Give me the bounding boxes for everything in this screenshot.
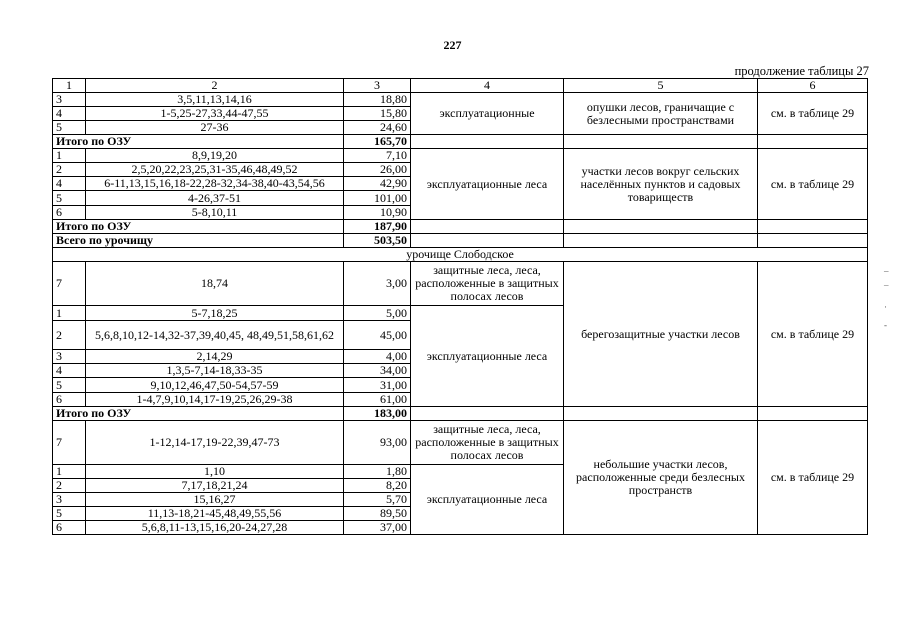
area: 4,00 bbox=[344, 350, 411, 364]
quarters: 6-11,13,15,16,18-22,28-32,34-38,40-43,54,56 bbox=[86, 177, 344, 191]
forest-purpose: участки лесов вокруг сельских населённых пунктов и садовых товариществ bbox=[564, 149, 758, 220]
section-number: 1 bbox=[53, 465, 86, 479]
scan-margin-marks bbox=[884, 262, 900, 334]
quarters: 8,9,19,20 bbox=[86, 149, 344, 163]
area: 24,60 bbox=[344, 121, 411, 135]
quarters: 11,13-18,21-45,48,49,55,56 bbox=[86, 507, 344, 521]
scan-mark: – bbox=[884, 266, 889, 276]
quarters: 5,6,8,11-13,15,16,20-24,27,28 bbox=[86, 521, 344, 535]
quarters: 4-26,37-51 bbox=[86, 191, 344, 206]
area: 89,50 bbox=[344, 507, 411, 521]
quarters: 3,5,11,13,14,16 bbox=[86, 93, 344, 107]
area: 15,80 bbox=[344, 107, 411, 121]
header-row bbox=[53, 79, 868, 93]
forest-category: эксплуатационные леса bbox=[411, 306, 564, 407]
quarters: 1,3,5-7,14-18,33-35 bbox=[86, 364, 344, 378]
section-number: 6 bbox=[53, 521, 86, 535]
section-number: 5 bbox=[53, 191, 86, 206]
section-number: 3 bbox=[53, 93, 86, 107]
total-row bbox=[53, 220, 868, 234]
quarters: 9,10,12,46,47,50-54,57-59 bbox=[86, 378, 344, 393]
area: 10,90 bbox=[344, 206, 411, 220]
section-number: 7 bbox=[53, 421, 86, 465]
area: 5,00 bbox=[344, 306, 411, 321]
section-number: 7 bbox=[53, 262, 86, 306]
tract-title-row bbox=[53, 248, 868, 262]
area: 45,00 bbox=[344, 321, 411, 350]
quarters: 1-12,14-17,19-22,39,47-73 bbox=[86, 421, 344, 465]
quarters: 5-8,10,11 bbox=[86, 206, 344, 220]
section-number: 1 bbox=[53, 306, 86, 321]
total-row bbox=[53, 135, 868, 149]
quarters: 15,16,27 bbox=[86, 493, 344, 507]
section-number: 2 bbox=[53, 479, 86, 493]
area: 93,00 bbox=[344, 421, 411, 465]
forest-category: эксплуатационные леса bbox=[411, 465, 564, 535]
quarters: 7,17,18,21,24 bbox=[86, 479, 344, 493]
total-label: Итого по ОЗУ bbox=[53, 407, 344, 421]
area: 61,00 bbox=[344, 393, 411, 407]
forest-category: эксплуатационные леса bbox=[411, 149, 564, 220]
area: 37,00 bbox=[344, 521, 411, 535]
quarters: 5-7,18,25 bbox=[86, 306, 344, 321]
section-number: 6 bbox=[53, 393, 86, 407]
header-cell: 1 bbox=[53, 79, 86, 93]
area: 1,80 bbox=[344, 465, 411, 479]
section-number: 4 bbox=[53, 107, 86, 121]
area: 8,20 bbox=[344, 479, 411, 493]
forest-category: защитные леса, леса, расположенные в защитных полосах лесов bbox=[411, 262, 564, 306]
table-row bbox=[53, 262, 868, 306]
total-label: Итого по ОЗУ bbox=[53, 220, 344, 234]
section-number: 5 bbox=[53, 378, 86, 393]
header-cell: 3 bbox=[344, 79, 411, 93]
scan-mark: ¯ bbox=[884, 284, 889, 294]
forest-table bbox=[52, 78, 868, 535]
section-number: 5 bbox=[53, 507, 86, 521]
table-caption: продолжение таблицы 27 bbox=[734, 64, 869, 78]
header-cell: 2 bbox=[86, 79, 344, 93]
area: 18,80 bbox=[344, 93, 411, 107]
scan-mark: ‑ bbox=[884, 320, 887, 330]
area: 101,00 bbox=[344, 191, 411, 206]
total-value: 165,70 bbox=[344, 135, 411, 149]
area: 3,00 bbox=[344, 262, 411, 306]
section-number: 6 bbox=[53, 206, 86, 220]
section-number: 3 bbox=[53, 493, 86, 507]
tract-total-label: Всего по урочищу bbox=[53, 234, 344, 248]
table-row bbox=[53, 421, 868, 465]
forest-category: защитные леса, леса, расположенные в защитных полосах лесов bbox=[411, 421, 564, 465]
reference: см. в таблице 29 bbox=[758, 262, 868, 407]
header-cell: 6 bbox=[758, 79, 868, 93]
forest-purpose: опушки лесов, граничащие с безлесными пространствами bbox=[564, 93, 758, 135]
tract-total-value: 503,50 bbox=[344, 234, 411, 248]
page-number: 227 bbox=[443, 38, 462, 52]
reference: см. в таблице 29 bbox=[758, 93, 868, 135]
forest-category: эксплуатационные bbox=[411, 93, 564, 135]
header-cell: 4 bbox=[411, 79, 564, 93]
quarters: 2,14,29 bbox=[86, 350, 344, 364]
total-value: 187,90 bbox=[344, 220, 411, 234]
section-number: 5 bbox=[53, 121, 86, 135]
total-value: 183,00 bbox=[344, 407, 411, 421]
reference: см. в таблице 29 bbox=[758, 421, 868, 535]
area: 5,70 bbox=[344, 493, 411, 507]
section-number: 2 bbox=[53, 321, 86, 350]
forest-purpose: берегозащитные участки лесов bbox=[564, 262, 758, 407]
quarters: 27-36 bbox=[86, 121, 344, 135]
total-label: Итого по ОЗУ bbox=[53, 135, 344, 149]
quarters: 1,10 bbox=[86, 465, 344, 479]
quarters: 2,5,20,22,23,25,31-35,46,48,49,52 bbox=[86, 163, 344, 177]
section-number: 3 bbox=[53, 350, 86, 364]
area: 42,90 bbox=[344, 177, 411, 191]
tract-title: урочище Слободское bbox=[53, 248, 868, 262]
table-row bbox=[53, 149, 868, 163]
quarters: 5,6,8,10,12-14,32-37,39,40,45, 48,49,51,58,61,62 bbox=[86, 321, 344, 350]
section-number: 4 bbox=[53, 364, 86, 378]
area: 31,00 bbox=[344, 378, 411, 393]
forest-purpose: небольшие участки лесов, расположенные среди безлесных пространств bbox=[564, 421, 758, 535]
quarters: 1-5,25-27,33,44-47,55 bbox=[86, 107, 344, 121]
quarters: 18,74 bbox=[86, 262, 344, 306]
area: 34,00 bbox=[344, 364, 411, 378]
section-number: 2 bbox=[53, 163, 86, 177]
section-number: 1 bbox=[53, 149, 86, 163]
table-row bbox=[53, 93, 868, 107]
header-cell: 5 bbox=[564, 79, 758, 93]
area: 26,00 bbox=[344, 163, 411, 177]
section-number: 4 bbox=[53, 177, 86, 191]
quarters: 1-4,7,9,10,14,17-19,25,26,29-38 bbox=[86, 393, 344, 407]
area: 7,10 bbox=[344, 149, 411, 163]
tract-total-row bbox=[53, 234, 868, 248]
scan-mark: · bbox=[884, 302, 887, 312]
total-row bbox=[53, 407, 868, 421]
reference: см. в таблице 29 bbox=[758, 149, 868, 220]
